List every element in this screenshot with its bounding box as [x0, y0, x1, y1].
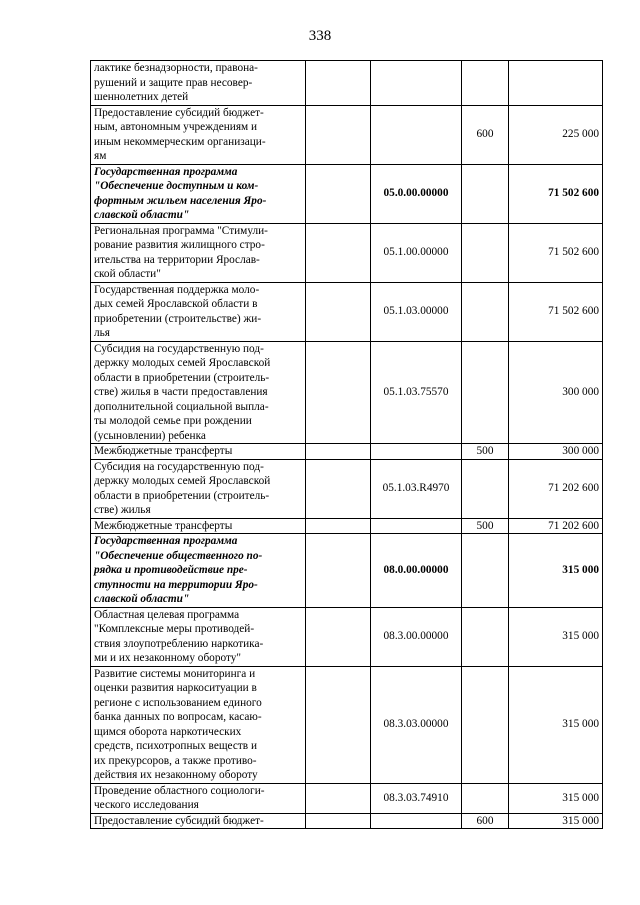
row-code-cell [371, 61, 462, 106]
row-code-cell: 05.1.00.00000 [371, 223, 462, 282]
row-code-cell: 08.3.03.00000 [371, 666, 462, 783]
row-name-cell: Межбюджетные трансферты [91, 518, 306, 534]
row-empty-cell [306, 164, 371, 223]
table-row [91, 607, 603, 666]
row-sum-cell: 300 000 [509, 444, 603, 460]
row-type-cell: 500 [462, 518, 509, 534]
row-sum-cell: 315 000 [509, 534, 603, 608]
table-row [91, 518, 603, 534]
row-type-cell [462, 223, 509, 282]
row-empty-cell [306, 341, 371, 444]
row-name-cell: Региональная программа "Стимули- рование развития жилищного стро- ительства на территории Ярослав- ской области" [91, 223, 306, 282]
row-code-cell: 08.0.00.00000 [371, 534, 462, 608]
row-type-cell [462, 164, 509, 223]
row-name-cell: лактике безнадзорности, правона- рушений и защите прав несовер- шеннолетних детей [91, 61, 306, 106]
row-code-cell: 05.1.03.00000 [371, 282, 462, 341]
table-row [91, 282, 603, 341]
row-sum-cell: 71 202 600 [509, 518, 603, 534]
row-type-cell [462, 607, 509, 666]
table-row [91, 459, 603, 518]
row-name-cell: Государственная поддержка моло- дых семей Ярославской области в приобретении (строительстве) жи- лья [91, 282, 306, 341]
table-row [91, 341, 603, 444]
row-name-cell: Предоставление субсидий бюджет- ным, автономным учреждениям и иным некоммерческим организаци- ям [91, 105, 306, 164]
table-row [91, 105, 603, 164]
table-row [91, 444, 603, 460]
row-empty-cell [306, 444, 371, 460]
table-row [91, 223, 603, 282]
row-sum-cell: 71 502 600 [509, 223, 603, 282]
row-sum-cell: 300 000 [509, 341, 603, 444]
budget-table [90, 60, 603, 829]
row-sum-cell: 71 502 600 [509, 164, 603, 223]
row-code-cell: 05.1.03.R4970 [371, 459, 462, 518]
row-empty-cell [306, 518, 371, 534]
row-name-cell: Субсидия на государственную под- держку молодых семей Ярославской области в приобретении (строитель- стве) жилья в части предоставления дополнительной социальной выпла- ты молодой семье при рождении (усыновлении) ребенка [91, 341, 306, 444]
row-name-cell: Государственная программа "Обеспечение общественного по- рядка и противодействие пре- ступности на территории Яро- славской области" [91, 534, 306, 608]
row-type-cell [462, 666, 509, 783]
row-empty-cell [306, 61, 371, 106]
row-name-cell: Межбюджетные трансферты [91, 444, 306, 460]
row-code-cell [371, 518, 462, 534]
row-type-cell [462, 282, 509, 341]
row-name-cell: Проведение областного социологи- ческого исследования [91, 783, 306, 813]
row-code-cell [371, 444, 462, 460]
row-code-cell: 08.3.03.74910 [371, 783, 462, 813]
row-empty-cell [306, 666, 371, 783]
row-code-cell: 05.1.03.75570 [371, 341, 462, 444]
row-empty-cell [306, 223, 371, 282]
table-row [91, 61, 603, 106]
row-sum-cell [509, 61, 603, 106]
row-sum-cell: 315 000 [509, 666, 603, 783]
row-name-cell: Предоставление субсидий бюджет- [91, 813, 306, 829]
row-name-cell: Государственная программа "Обеспечение доступным и ком- фортным жильем населения Яро- славской области" [91, 164, 306, 223]
table-row [91, 164, 603, 223]
row-type-cell [462, 459, 509, 518]
page-number: 338 [308, 28, 332, 44]
row-name-cell: Областная целевая программа "Комплексные меры противодей- ствия злоупотреблению наркотика- ми и их незаконному обороту" [91, 607, 306, 666]
row-empty-cell [306, 813, 371, 829]
row-code-cell: 08.3.00.00000 [371, 607, 462, 666]
row-name-cell: Развитие системы мониторинга и оценки развития наркоситуации в регионе с использованием единого банка данных по вопросам, касаю- щимся оборота наркотических средств, психотропных веществ и их прекурсоров, а также противо- действия их незаконному обороту [91, 666, 306, 783]
row-empty-cell [306, 459, 371, 518]
row-type-cell: 500 [462, 444, 509, 460]
row-sum-cell: 225 000 [509, 105, 603, 164]
row-code-cell [371, 105, 462, 164]
row-empty-cell [306, 105, 371, 164]
row-empty-cell [306, 282, 371, 341]
row-type-cell: 600 [462, 105, 509, 164]
table-row [91, 813, 603, 829]
row-empty-cell [306, 534, 371, 608]
row-sum-cell: 315 000 [509, 813, 603, 829]
row-code-cell [371, 813, 462, 829]
table-row [91, 666, 603, 783]
row-sum-cell: 71 202 600 [509, 459, 603, 518]
row-empty-cell [306, 607, 371, 666]
row-sum-cell: 71 502 600 [509, 282, 603, 341]
row-code-cell: 05.0.00.00000 [371, 164, 462, 223]
table-row [91, 534, 603, 608]
row-type-cell [462, 341, 509, 444]
row-sum-cell: 315 000 [509, 783, 603, 813]
row-sum-cell: 315 000 [509, 607, 603, 666]
row-type-cell [462, 534, 509, 608]
row-type-cell [462, 61, 509, 106]
row-type-cell [462, 783, 509, 813]
row-name-cell: Субсидия на государственную под- держку молодых семей Ярославской области в приобретении (строитель- стве) жилья [91, 459, 306, 518]
table-row [91, 783, 603, 813]
row-type-cell: 600 [462, 813, 509, 829]
budget-table-body [91, 61, 603, 829]
row-empty-cell [306, 783, 371, 813]
